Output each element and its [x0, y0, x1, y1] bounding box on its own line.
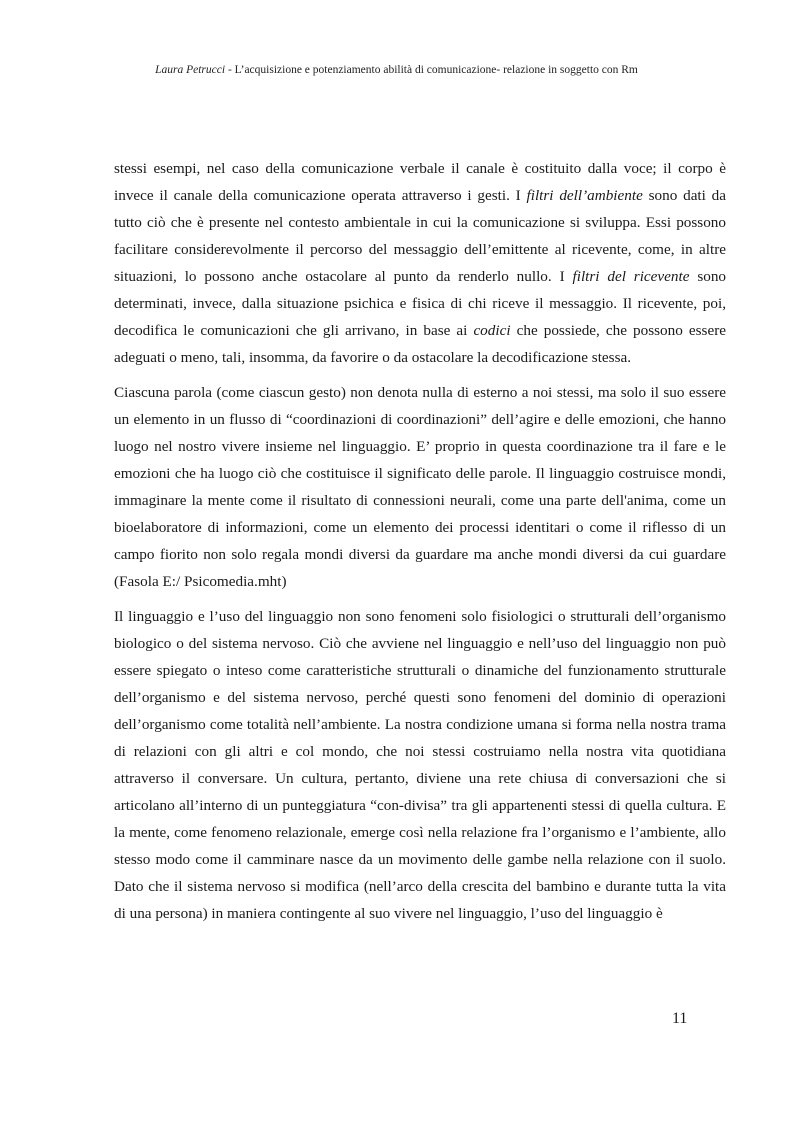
- paragraph-2: [114, 379, 726, 595]
- text-run: che possiede, che possono essere adeguati o meno, tali, insomma, da favorire o da ostacolare la decodificazione stessa.: [114, 322, 726, 366]
- running-header: [0, 64, 793, 76]
- page-number: 11: [672, 1010, 688, 1027]
- text-run: Il linguaggio e l’uso del linguaggio non sono fenomeni solo fisiologici o strutturali dell’organismo biologico o del sistema nervoso. Ciò che avviene nel linguaggio e nell’uso del linguaggio non può essere spiegato o inteso come caratteristiche strutturali o dinamiche del funzionamento strutturale dell’organismo e del sistema nervoso, perché questi sono fenomeni del dominio di operazioni dell’organismo come totalità nell’ambiente. La nostra condizione umana si forma nella nostra trama di relazioni con gli altri e col mondo, che noi stessi costruiamo nella nostra vita quotidiana attraverso il conversare. Un cultura, pertanto, diviene una rete chiusa di conversazioni che si articolano all’interno di un punteggiatura “con-divisa” tra gli appartenenti stessi di quella cultura. E la mente, come fenomeno relazionale, emerge così nella relazione fra l’organismo e l’ambiente, allo stesso modo come il camminare nasce da un movimento delle gambe nella relazione con il suolo. Dato che il sistema nervoso si modifica (nell’arco della crescita del bambino e durante tutta la vita di una persona) in maniera contingente al suo vivere nel linguaggio, l’uso del linguaggio è: [114, 608, 726, 922]
- text-run: Ciascuna parola (come ciascun gesto) non denota nulla di esterno a noi stessi, ma solo il suo essere un elemento in un flusso di “coordinazioni di coordinazioni” dell’agire e delle emozioni, che hanno luogo nel nostro vivere insieme nel linguaggio. E’ proprio in questa coordinazione tra il fare e le emozioni che ha luogo ciò che costituisce il significato delle parole. Il linguaggio costruisce mondi, immaginare la mente come il risultato di connessioni neurali, come una parte dell'anima, come un bioelaboratore di informazioni, come un elemento dei processi identitari o come il riflesso di un campo fiorito non solo regala mondi diversi da guardare ma anche mondi diversi da cui guardare (Fasola E:/ Psicomedia.mht): [114, 384, 726, 590]
- body-text: [114, 155, 726, 935]
- text-run: sono dati da tutto ciò che è presente nel contesto ambientale in cui la comunicazione si sviluppa. Essi possono facilitare considerevolmente il percorso del messaggio dell’emittente al ricevente, come, in altre situazioni, lo possono anche ostacolare al punto da renderlo nullo. I: [114, 187, 726, 285]
- italic-term: filtri dell’ambiente: [526, 187, 643, 204]
- text-run: stessi esempi, nel caso della comunicazione verbale il canale è costituito dalla voce; il corpo è invece il canale della comunicazione operata attraverso i gesti. I: [114, 160, 726, 204]
- paragraph-1: [114, 155, 726, 371]
- header-author: Laura Petrucci: [155, 64, 226, 76]
- header-title: - L’acquisizione e potenziamento abilità di comunicazione- relazione in soggetto con Rm: [225, 64, 638, 76]
- italic-term: codici: [473, 322, 511, 339]
- text-run: sono determinati, invece, dalla situazione psichica e fisica di chi riceve il messaggio. Il ricevente, poi, decodifica le comunicazioni che gli arrivano, in base ai: [114, 268, 727, 339]
- italic-term: filtri del ricevente: [572, 268, 690, 285]
- paragraph-3: [114, 603, 726, 927]
